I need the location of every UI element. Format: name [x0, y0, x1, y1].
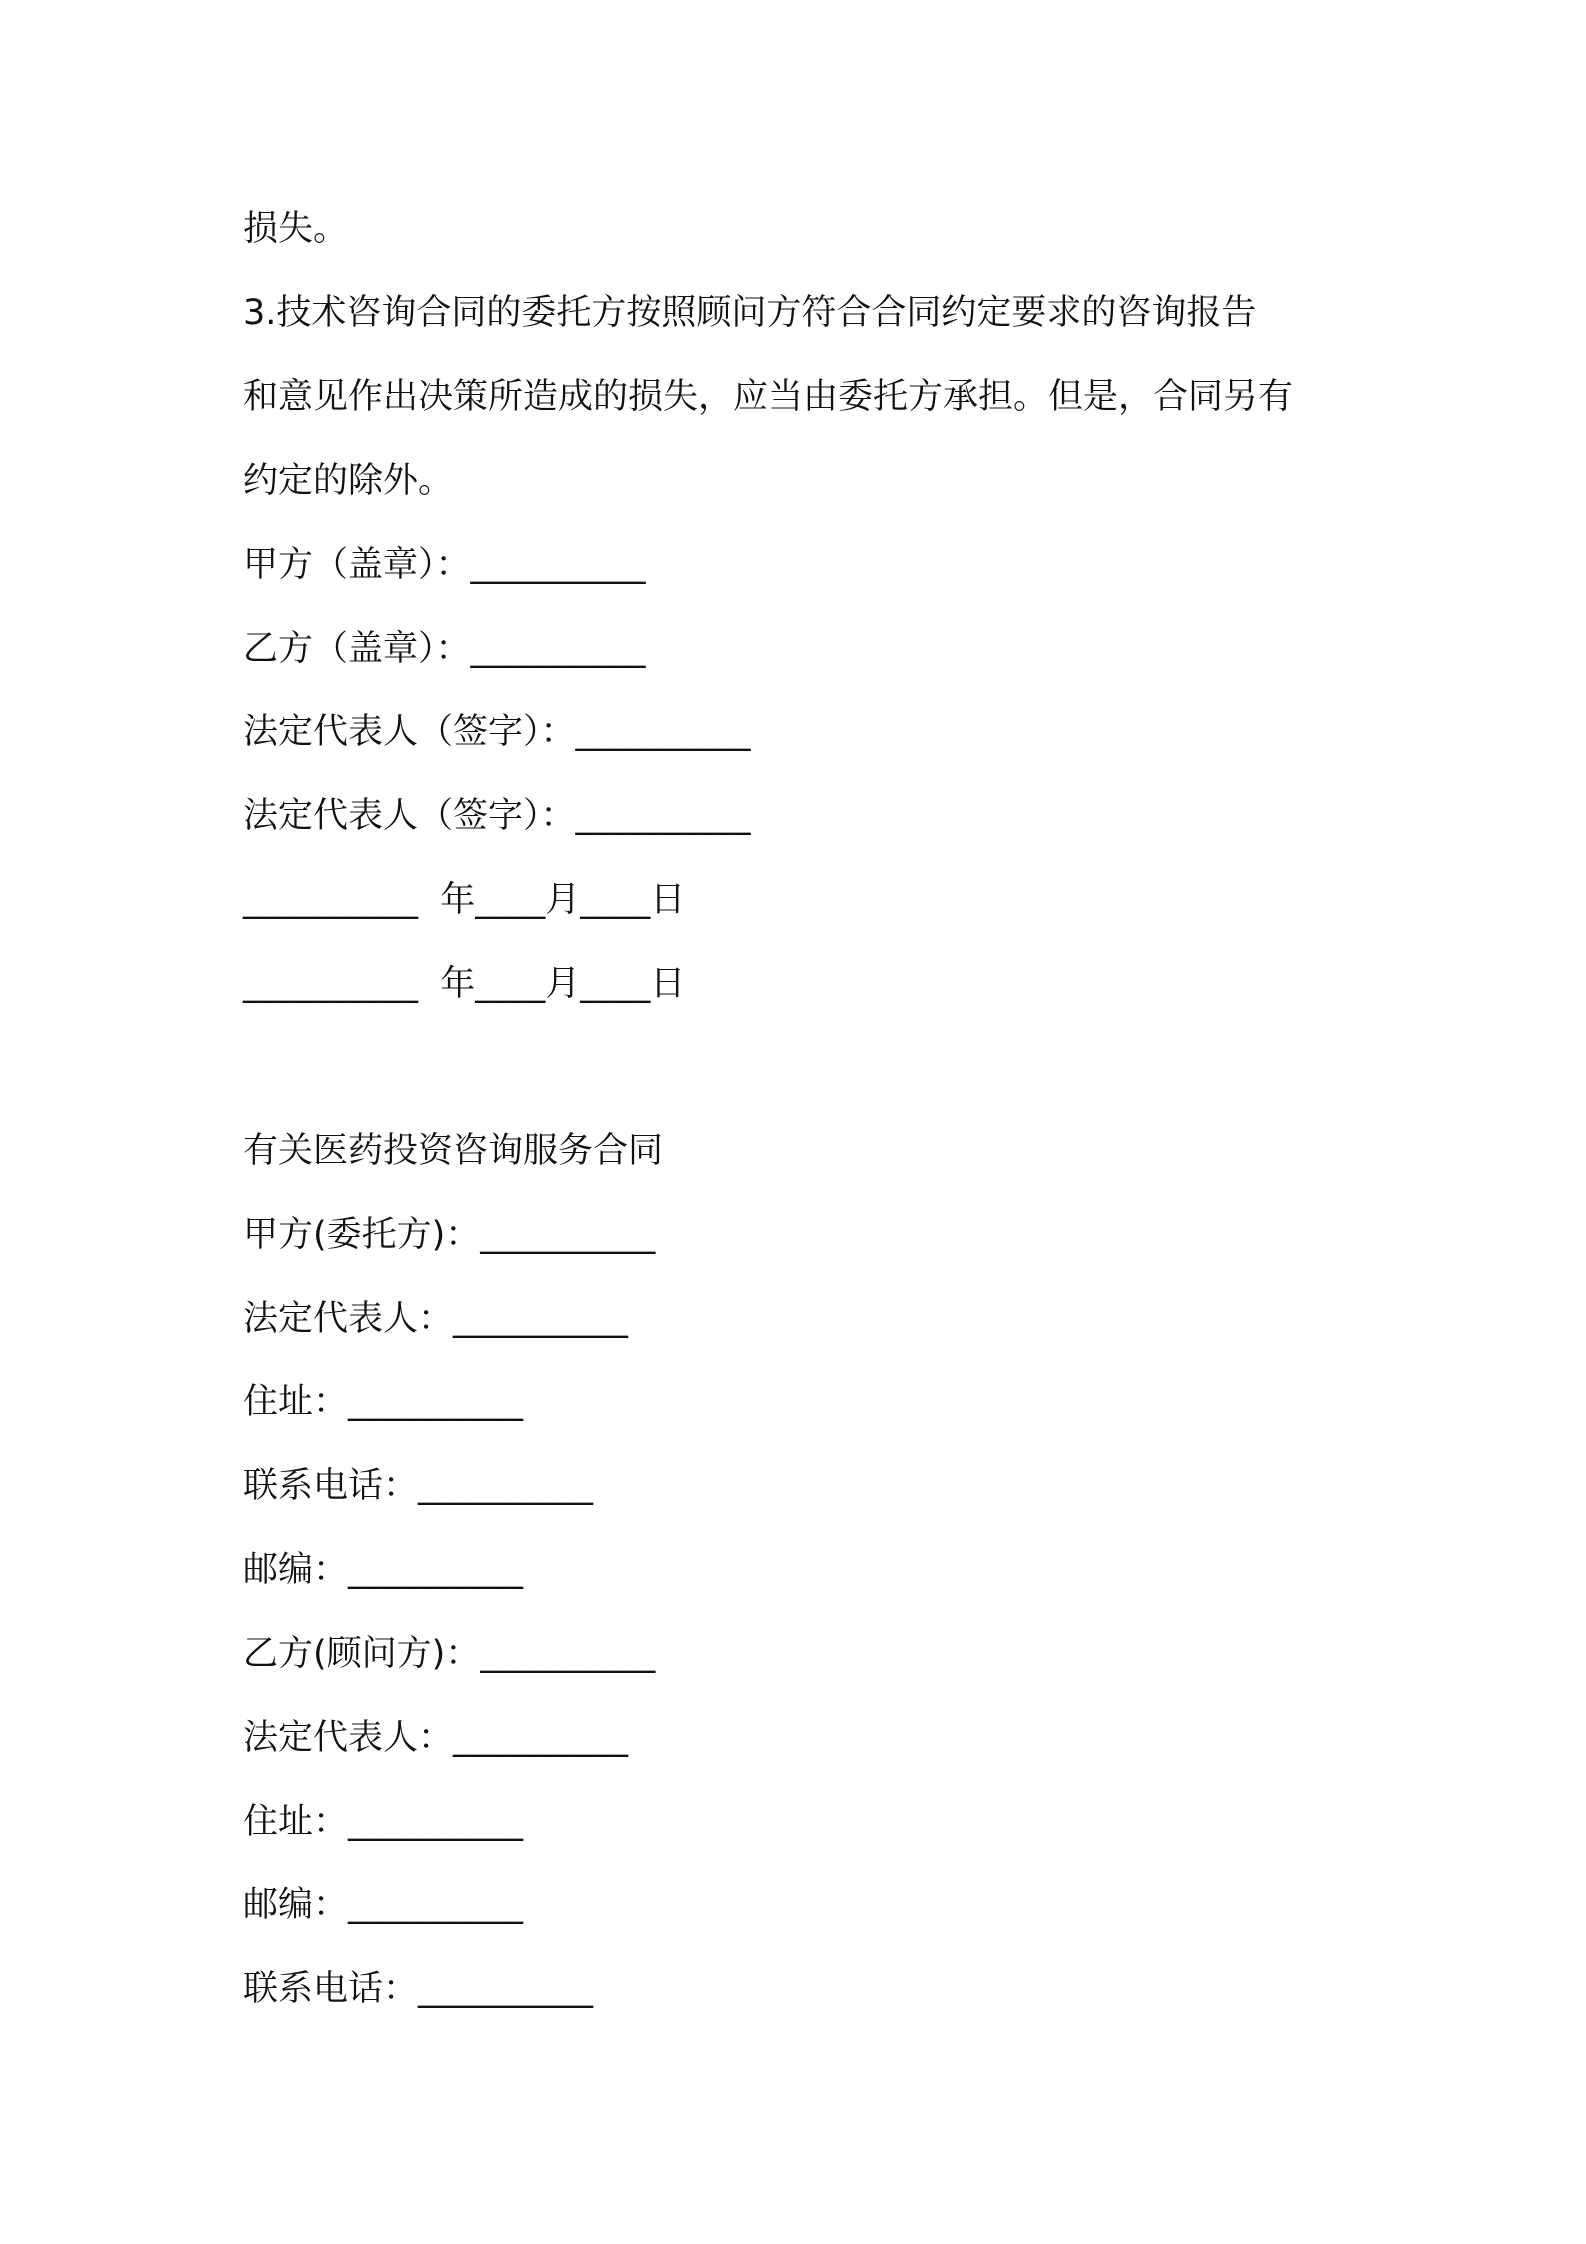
- party-a-postcode: 邮编：__________: [243, 1550, 524, 1590]
- second-contract-title: 有关医药投资咨询服务合同: [243, 1131, 664, 1171]
- party-a-legal-rep: 法定代表人：__________: [243, 1299, 629, 1339]
- legal-rep-signature-2: 法定代表人（签字）：__________: [243, 796, 751, 836]
- party-b-phone: 联系电话：__________: [243, 1969, 594, 2009]
- party-a-address: 住址：__________: [243, 1382, 524, 1422]
- clause-3-line-3: 约定的除外。: [243, 461, 454, 501]
- party-b-seal: 乙方（盖章）：__________: [243, 629, 646, 669]
- party-a-phone: 联系电话：__________: [243, 1466, 594, 1506]
- party-b-consultant: 乙方(顾问方)：__________: [243, 1634, 656, 1674]
- party-b-legal-rep: 法定代表人：__________: [243, 1718, 629, 1758]
- party-a-seal: 甲方（盖章）：__________: [243, 545, 646, 585]
- legal-rep-signature-1: 法定代表人（签字）：__________: [243, 712, 751, 752]
- signing-date-2: __________ 年____月____日: [243, 964, 686, 1004]
- party-a-client: 甲方(委托方)：__________: [243, 1215, 656, 1255]
- party-b-postcode: 邮编：__________: [243, 1885, 524, 1925]
- paragraph-end: 损失。: [243, 209, 349, 249]
- signing-date-1: __________ 年____月____日: [243, 880, 686, 920]
- clause-3-line-1: 3.技术咨询合同的委托方按照顾问方符合合同约定要求的咨询报告: [243, 293, 1257, 333]
- party-b-address: 住址：__________: [243, 1802, 524, 1842]
- clause-3-line-2: 和意见作出决策所造成的损失，应当由委托方承担。但是，合同另有: [243, 377, 1294, 417]
